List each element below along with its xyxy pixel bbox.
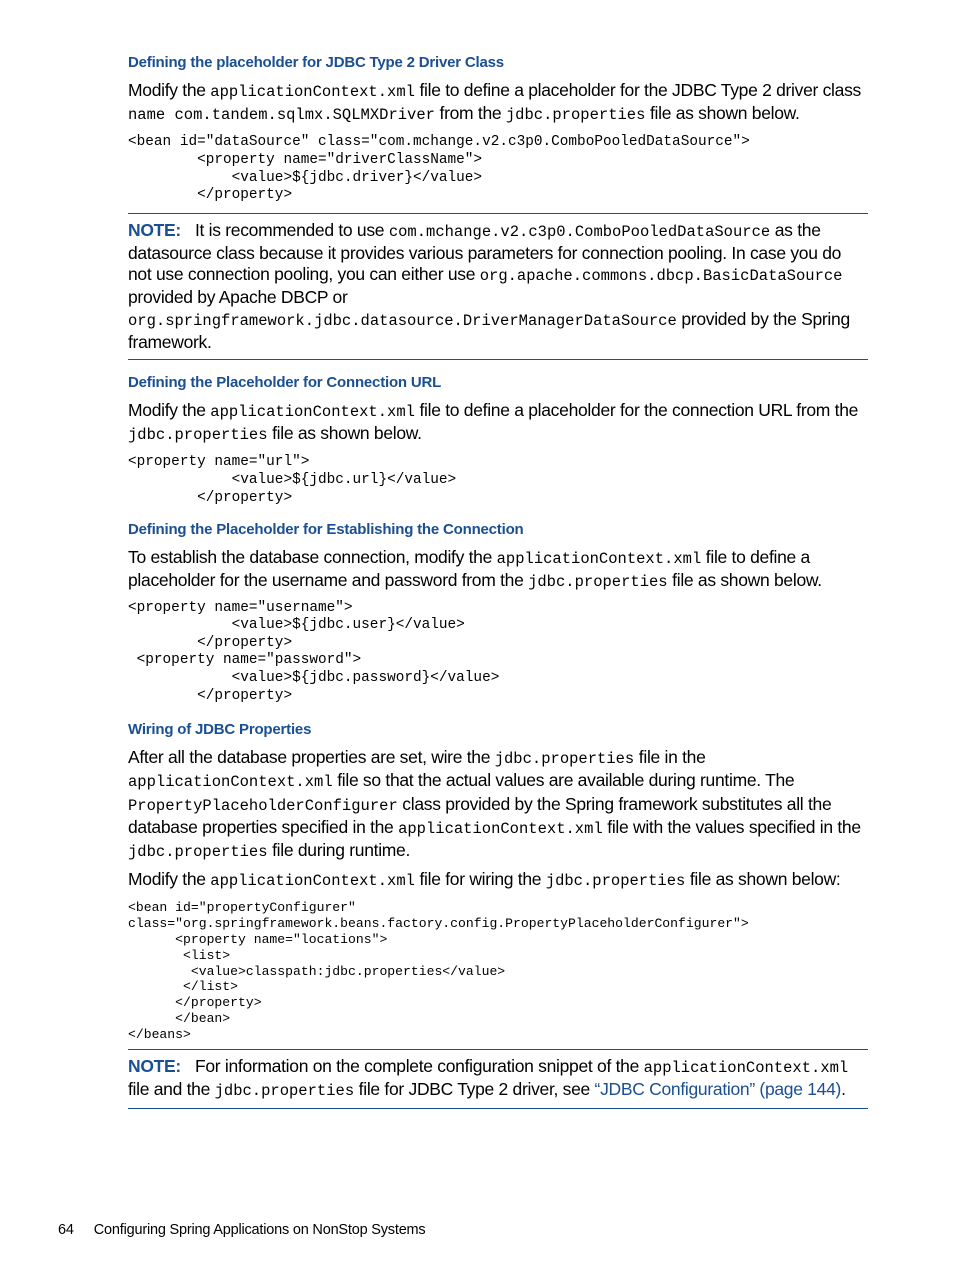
connection-url-paragraph — [128, 400, 868, 446]
page-number: 64 — [58, 1222, 74, 1238]
inline-code: applicationContext.xml — [643, 1058, 849, 1077]
text: file for wiring the — [414, 869, 546, 890]
text: file to define a placeholder for the JDBC Type 2 driver class — [414, 80, 861, 100]
inline-code: applicationContext.xml — [210, 403, 415, 421]
note-label: NOTE: — [128, 1055, 181, 1076]
section-heading-wiring: Wiring of JDBC Properties — [128, 721, 312, 739]
text: file during runtime. — [267, 839, 411, 860]
note-box — [128, 1049, 868, 1109]
text: provided by the Spring framework. — [128, 308, 850, 352]
text: file to define a placeholder for the username and password from the — [128, 547, 810, 591]
inline-code: applicationContext.xml — [210, 872, 415, 891]
driver-class-paragraph — [128, 80, 868, 126]
text: Modify the — [128, 80, 211, 100]
inline-code: applicationContext.xml — [398, 819, 603, 838]
text: It is recommended to use — [194, 219, 389, 240]
inline-code: jdbc.properties — [128, 426, 268, 445]
note-paragraph — [128, 1056, 868, 1102]
code-block-property-configurer: <bean id="propertyConfigurer" class="org.springframework.beans.factory.config.PropertyPlaceholderConfigurer"> <property name="locations"> <list> <value>classpath:jdbc.properties</value> </list> </property> </bean> </beans> — [128, 900, 749, 1042]
code-block-credentials: <property name="username"> <value>${jdbc.user}</value> </property> <property name="password"> <value>${jdbc.password}</value> </property> — [128, 599, 500, 704]
inline-code: jdbc.properties — [545, 872, 686, 891]
text: class provided by the Spring framework substitutes all the database properties specified in the — [128, 793, 832, 837]
text: file to define a placeholder for the connection URL from the — [414, 400, 859, 420]
note-box — [128, 213, 868, 360]
inline-code: applicationContext.xml — [210, 83, 415, 101]
page-content — [128, 52, 868, 1109]
code-block-url: <property name="url"> <value>${jdbc.url}</value> </property> — [128, 454, 457, 506]
inline-code: PropertyPlaceholderConfigurer — [128, 796, 398, 815]
text: file and the — [128, 1078, 215, 1099]
inline-code: applicationContext.xml — [496, 550, 702, 569]
text: provided by Apache DBCP or — [128, 287, 348, 308]
inline-code: jdbc.properties — [494, 750, 635, 769]
text: from the — [434, 103, 506, 124]
footer-title: Configuring Spring Applications on NonStop Systems — [93, 1222, 426, 1238]
wiring-paragraph-2 — [128, 869, 868, 892]
page-footer — [58, 1222, 425, 1238]
jdbc-configuration-link[interactable]: “JDBC Configuration” (page 144) — [594, 1078, 842, 1099]
inline-code: com.mchange.v2.c3p0.ComboPooledDataSource — [388, 222, 771, 241]
inline-code: jdbc.properties — [214, 1081, 355, 1100]
inline-code: jdbc.properties — [505, 106, 646, 125]
text: To establish the database connection, modify the — [128, 547, 497, 568]
inline-code: jdbc.properties — [528, 573, 668, 592]
text: file as shown below. — [667, 570, 822, 591]
inline-code: name com.tandem.sqlmx.SQLMXDriver — [128, 106, 435, 125]
text: For information on the complete configuration snippet of the — [194, 1055, 644, 1076]
note-label: NOTE: — [128, 219, 181, 240]
inline-code: org.springframework.jdbc.datasource.DriverManagerDataSource — [128, 311, 677, 330]
text: Modify the — [128, 869, 211, 890]
text: file as shown below. — [645, 103, 800, 124]
inline-code: applicationContext.xml — [128, 773, 333, 792]
section-heading-driver-class: Defining the placeholder for JDBC Type 2 Driver Class — [128, 54, 504, 71]
section-heading-establishing-connection: Defining the Placeholder for Establishing the Connection — [128, 521, 524, 539]
text: as the datasource class because it provides various parameters for connection pooling. In case you do not use connection pooling, you can either use — [128, 219, 842, 285]
text: After all the database properties are set, wire the — [128, 747, 495, 768]
text: file in the — [634, 747, 706, 768]
text: file as shown below. — [267, 423, 422, 444]
wiring-paragraph-1 — [128, 747, 868, 863]
establishing-connection-paragraph — [128, 547, 868, 593]
text: file so that the actual values are available during runtime. The — [332, 770, 795, 791]
section-heading-connection-url: Defining the Placeholder for Connection URL — [128, 374, 442, 391]
inline-code: jdbc.properties — [128, 842, 268, 861]
text: Modify the — [128, 400, 211, 420]
text: file as shown below: — [685, 869, 841, 890]
inline-code: org.apache.commons.dbcp.BasicDataSource — [479, 267, 843, 286]
note-paragraph — [128, 220, 868, 353]
text: file with the values specified in the — [602, 816, 861, 837]
text: . — [841, 1078, 846, 1099]
code-block-datasource: <bean id="dataSource" class="com.mchange.v2.c3p0.ComboPooledDataSource"> <property name="driverClassName"> <value>${jdbc.driver}</value> </property> — [128, 134, 750, 204]
text: file for JDBC Type 2 driver, see — [354, 1078, 595, 1099]
